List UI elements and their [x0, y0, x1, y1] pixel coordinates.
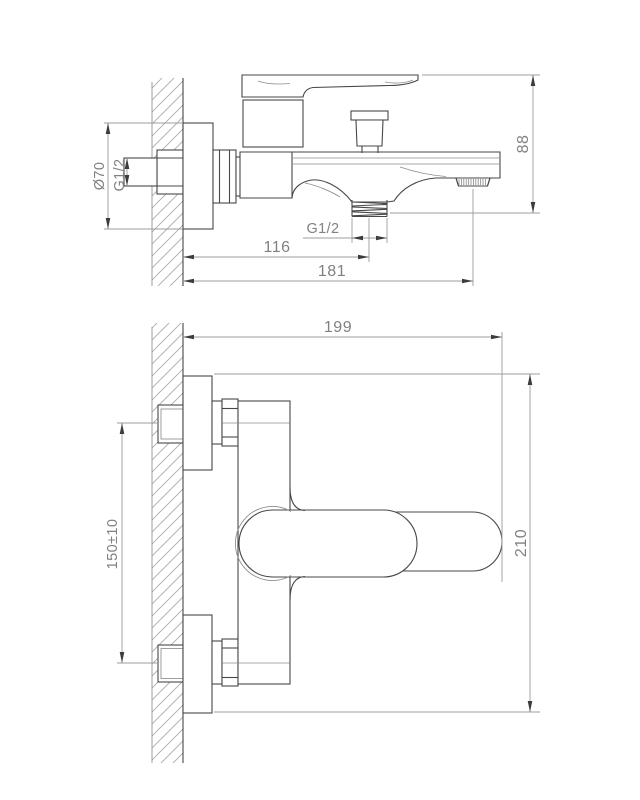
- front-view: [105, 319, 540, 763]
- wall-socket-side: [157, 150, 183, 194]
- hex-nut-bottom-front: [222, 639, 238, 686]
- valve-housing: [243, 100, 303, 147]
- dim-label-inlet-thread: G1/2: [112, 158, 128, 192]
- dim-outlet-thread: [303, 218, 387, 243]
- dim-spout-reach: [183, 189, 473, 286]
- dim-label-projection: 199: [323, 319, 353, 336]
- hex-nut-top-front: [222, 399, 238, 446]
- dim-body-height: [390, 75, 540, 213]
- side-view: [92, 75, 540, 286]
- wall-socket-top: [158, 405, 183, 443]
- collar-bottom-front: [212, 641, 222, 684]
- collar-top-front: [212, 401, 222, 444]
- wall-section-front: [152, 323, 183, 763]
- wall-socket-bottom: [158, 645, 183, 682]
- dim-label-inlet-spacing: 150±10: [105, 518, 121, 570]
- escutcheon-side: [183, 123, 213, 229]
- dim-inlet-spacing: [105, 423, 158, 663]
- diverter-knob: [351, 111, 388, 153]
- dim-label-outlet-offset: 116: [263, 239, 291, 256]
- dim-label-flange-diameter: Ø70: [92, 161, 108, 191]
- spout-side: [240, 152, 500, 202]
- handle-front-pill: [239, 510, 417, 577]
- dim-label-total-height: 210: [513, 528, 530, 558]
- hex-nut-side: [213, 150, 236, 203]
- escutcheon-bottom-front: [183, 615, 212, 713]
- dim-label-outlet-thread: G1/2: [306, 221, 340, 237]
- dim-label-body-height: 88: [515, 134, 532, 154]
- dim-label-spout-reach: 181: [317, 263, 347, 280]
- dim-inlet-thread: [112, 158, 129, 192]
- escutcheon-top-front: [183, 376, 212, 470]
- lever-handle-side: [242, 75, 418, 97]
